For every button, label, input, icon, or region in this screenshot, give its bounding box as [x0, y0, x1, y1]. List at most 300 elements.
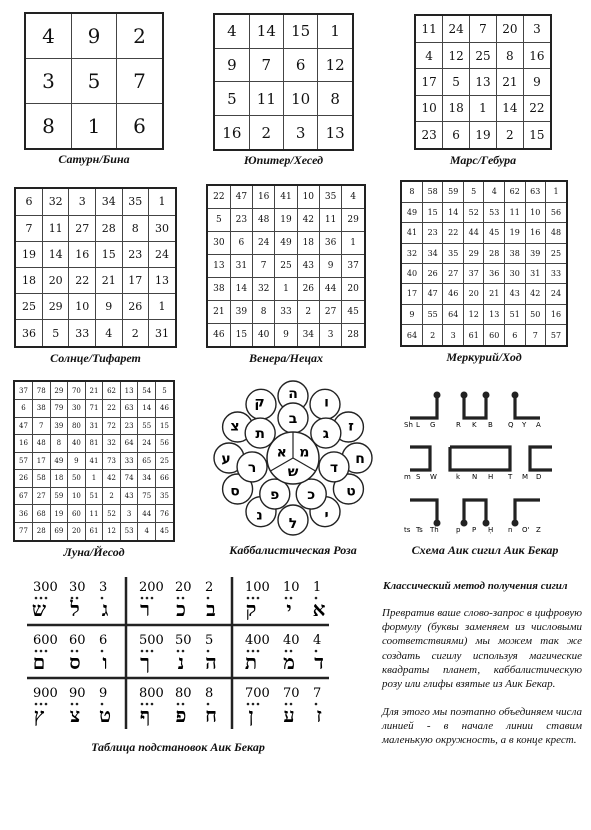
aiq-letter: ך	[140, 650, 150, 674]
square-cell: 50	[68, 470, 86, 488]
square-cell: 3	[283, 116, 317, 150]
square-cell: 5	[463, 181, 484, 202]
square-cell: 74	[120, 470, 138, 488]
sigil-label: W	[430, 473, 437, 481]
sigil-stroke	[410, 447, 430, 470]
square-cell: 18	[15, 267, 42, 293]
square-cell: 32	[401, 243, 422, 263]
square-cell: 70	[68, 381, 86, 400]
square-cell: 80	[68, 417, 86, 435]
aiq-number: 7	[313, 686, 322, 701]
aiq-beker-table	[27, 577, 329, 729]
square-cell: 16	[69, 241, 96, 267]
square-cell: 26	[122, 294, 149, 320]
square-cell: 31	[525, 263, 546, 283]
rose-outer-letter: ק	[254, 394, 265, 411]
sigil-label: Sh	[404, 421, 413, 429]
caption-rose: Каббалистическая Роза	[229, 543, 357, 557]
aiq-number: 4	[313, 633, 322, 648]
square-cell: 36	[319, 232, 341, 255]
square-row	[207, 255, 365, 278]
square-row	[401, 223, 567, 243]
square-cell: 25	[470, 42, 497, 68]
square-cell: 14	[249, 14, 283, 48]
square-cell: 3	[443, 325, 464, 346]
square-cell: 9	[319, 255, 341, 278]
square-cell: 25	[275, 255, 297, 278]
sigil-dot	[461, 392, 468, 399]
square-cell: 20	[463, 284, 484, 304]
square-cell: 34	[138, 470, 156, 488]
square-cell: 15	[523, 122, 551, 149]
rose-outer-letter: ע	[221, 451, 231, 467]
square-cell: 18	[297, 232, 319, 255]
square-cell: 78	[32, 381, 50, 400]
kabbalistic-rose	[208, 378, 378, 540]
square-cell: 22	[523, 95, 551, 121]
rose-middle-letter: פ	[270, 487, 280, 504]
square-cell: 11	[505, 202, 526, 222]
magic-square-moon	[13, 380, 175, 542]
sigil-label: ts	[404, 526, 411, 534]
square-cell: 53	[120, 522, 138, 541]
square-cell: 8	[401, 181, 422, 202]
square-cell: 30	[505, 263, 526, 283]
square-cell: 24	[149, 241, 176, 267]
magic-square-jupiter	[213, 13, 354, 151]
square-cell: 3	[319, 323, 341, 347]
aiq-letter: פ	[175, 703, 187, 727]
sigil-stroke	[410, 395, 437, 418]
square-cell: 37	[463, 263, 484, 283]
aiq-number: 400	[245, 633, 270, 648]
square-cell: 39	[50, 417, 68, 435]
square-cell: 14	[496, 95, 523, 121]
square-cell: 48	[253, 209, 275, 232]
square-cell: 35	[443, 243, 464, 263]
square-row	[207, 209, 365, 232]
aiq-letter: ת	[244, 650, 258, 674]
square-cell: 16	[525, 223, 546, 243]
square-cell: 72	[103, 417, 121, 435]
aiq-number: 40	[283, 633, 300, 648]
aiq-number: 2	[205, 580, 214, 595]
caption-sigil: Схема Аик сигил Аик Бекар	[411, 543, 559, 557]
square-cell: 57	[14, 452, 32, 470]
aiq-letter: ו	[102, 650, 108, 674]
square-cell: 1	[546, 181, 567, 202]
square-cell: 8	[318, 82, 353, 116]
square-cell: 5	[214, 82, 249, 116]
aiq-beker-sigil-scheme	[400, 385, 565, 540]
aiq-letter: י	[286, 597, 292, 621]
square-row	[14, 522, 174, 541]
square-cell: 9	[68, 452, 86, 470]
square-cell: 66	[156, 470, 175, 488]
square-cell: 23	[230, 209, 252, 232]
magic-square-saturn	[24, 12, 164, 150]
square-cell: 7	[470, 15, 497, 42]
aiq-number: 50	[175, 633, 192, 648]
square-cell: 51	[505, 304, 526, 324]
caption-venus: Венера/Нецах	[249, 351, 323, 365]
square-cell: 2	[116, 13, 163, 59]
square-cell: 6	[443, 122, 470, 149]
aiq-letter: ט	[98, 703, 112, 727]
square-cell: 75	[138, 487, 156, 505]
square-cell: 2	[249, 116, 283, 150]
square-cell: 31	[85, 417, 103, 435]
square-row	[401, 202, 567, 222]
square-row	[415, 95, 551, 121]
square-cell: 51	[85, 487, 103, 505]
square-cell: 22	[207, 185, 230, 209]
square-cell: 4	[484, 181, 505, 202]
square-cell: 46	[443, 284, 464, 304]
square-cell: 16	[14, 435, 32, 453]
rose-outer-letter: צ	[230, 418, 240, 435]
square-cell: 4	[95, 320, 122, 347]
square-cell: 12	[103, 522, 121, 541]
square-cell: 3	[523, 15, 551, 42]
aiq-letter: ה	[205, 650, 217, 674]
aiq-number: 90	[69, 686, 86, 701]
square-cell: 20	[42, 267, 69, 293]
square-cell: 2	[297, 300, 319, 323]
sigil-label: Z	[536, 526, 541, 534]
square-cell: 3	[69, 188, 96, 215]
aiq-number: 600	[33, 633, 58, 648]
square-cell: 12	[318, 48, 353, 82]
square-cell: 37	[14, 381, 32, 400]
square-cell: 40	[68, 435, 86, 453]
sigil-label: p	[456, 526, 461, 534]
square-cell: 62	[505, 181, 526, 202]
aiq-dot	[151, 597, 154, 600]
aiq-letter: ב	[206, 597, 216, 621]
sigil-stroke	[464, 500, 486, 523]
square-cell: 10	[297, 185, 319, 209]
aiq-letter: ע	[283, 703, 295, 727]
square-cell: 30	[149, 215, 176, 241]
aiq-letter: ק	[245, 597, 257, 621]
square-cell: 5	[443, 69, 470, 95]
square-cell: 10	[283, 82, 317, 116]
sigil-label: L	[416, 421, 420, 429]
square-cell: 27	[319, 300, 341, 323]
aiq-number: 500	[139, 633, 164, 648]
aiq-dot	[151, 703, 154, 706]
square-cell: 8	[50, 435, 68, 453]
caption-saturn: Сатурн/Бина	[58, 152, 130, 166]
square-cell: 17	[32, 452, 50, 470]
aiq-letter: א	[312, 597, 326, 621]
sigil-stroke	[410, 500, 437, 523]
square-cell: 24	[138, 435, 156, 453]
aiq-number: 30	[69, 580, 86, 595]
sigil-dot	[483, 392, 490, 399]
aiq-number: 700	[245, 686, 270, 701]
square-row	[14, 417, 174, 435]
square-cell: 24	[546, 284, 567, 304]
square-cell: 25	[546, 243, 567, 263]
square-cell: 1	[85, 470, 103, 488]
square-cell: 57	[546, 325, 567, 346]
square-row	[207, 232, 365, 255]
caption-mars: Марс/Гебура	[449, 153, 517, 167]
sigil-label: S	[416, 473, 421, 481]
square-cell: 16	[546, 304, 567, 324]
aiq-number: 10	[283, 580, 300, 595]
square-cell: 25	[15, 294, 42, 320]
square-cell: 22	[443, 223, 464, 243]
square-cell: 52	[103, 505, 121, 523]
aiq-dot	[257, 597, 260, 600]
square-cell: 60	[484, 325, 505, 346]
square-cell: 9	[401, 304, 422, 324]
rose-outer-letter: נ	[256, 507, 263, 524]
square-cell: 5	[72, 59, 117, 104]
square-cell: 1	[470, 95, 497, 121]
square-cell: 76	[156, 505, 175, 523]
square-cell: 64	[401, 325, 422, 346]
square-cell: 1	[72, 103, 117, 149]
square-row	[25, 13, 163, 59]
square-cell: 8	[496, 42, 523, 68]
square-cell: 31	[230, 255, 252, 278]
square-row	[14, 470, 174, 488]
sigil-label: m	[404, 473, 411, 481]
square-cell: 56	[156, 435, 175, 453]
caption-aiq-table: Таблица подстановок Аик Бекар	[91, 740, 265, 754]
square-cell: 5	[156, 381, 175, 400]
square-row	[214, 116, 353, 150]
square-cell: 29	[50, 381, 68, 400]
square-cell: 11	[85, 505, 103, 523]
square-cell: 7	[15, 215, 42, 241]
square-cell: 38	[32, 400, 50, 418]
square-row	[15, 188, 176, 215]
square-cell: 39	[525, 243, 546, 263]
square-cell: 21	[85, 381, 103, 400]
rose-middle-letter: ד	[329, 459, 339, 476]
square-cell: 23	[122, 241, 149, 267]
square-cell: 69	[50, 522, 68, 541]
square-cell: 52	[463, 202, 484, 222]
sigil-label: D	[536, 473, 542, 481]
sigil-label: k	[456, 473, 461, 481]
square-cell: 49	[275, 232, 297, 255]
square-cell: 30	[207, 232, 230, 255]
square-cell: 17	[122, 267, 149, 293]
square-cell: 45	[342, 300, 365, 323]
sigil-label: Y	[522, 421, 527, 429]
square-cell: 27	[69, 215, 96, 241]
square-cell: 14	[42, 241, 69, 267]
rose-middle-letter: ב	[288, 411, 298, 427]
square-cell: 55	[422, 304, 443, 324]
sigil-label: R	[456, 421, 461, 429]
square-cell: 10	[68, 487, 86, 505]
square-cell: 4	[25, 13, 72, 59]
square-cell: 44	[463, 223, 484, 243]
square-cell: 43	[297, 255, 319, 278]
aiq-number: 8	[205, 686, 214, 701]
square-cell: 21	[496, 69, 523, 95]
square-cell: 13	[207, 255, 230, 278]
rose-middle-letter: ר	[247, 459, 257, 476]
square-cell: 28	[95, 215, 122, 241]
square-cell: 63	[525, 181, 546, 202]
aiq-number: 900	[33, 686, 58, 701]
square-row	[14, 381, 174, 400]
square-cell: 33	[69, 320, 96, 347]
rose-middle-letter: כ	[307, 487, 316, 504]
square-cell: 44	[138, 505, 156, 523]
square-row	[14, 400, 174, 418]
caption-sun: Солнце/Тифарет	[50, 351, 141, 365]
aiq-letter: ץ	[33, 703, 45, 727]
square-cell: 9	[95, 294, 122, 320]
aiq-letter: ס	[69, 650, 81, 674]
aiq-letter: ן	[248, 703, 254, 727]
square-row	[401, 181, 567, 202]
square-cell: 15	[422, 202, 443, 222]
square-cell: 43	[505, 284, 526, 304]
aiq-dot	[257, 703, 260, 706]
square-cell: 15	[230, 323, 252, 347]
sigil-label: Th	[430, 526, 439, 534]
sigil-stroke	[450, 447, 510, 470]
magic-square-sun	[14, 187, 177, 348]
aiq-letter: ר	[140, 597, 150, 621]
square-row	[14, 505, 174, 523]
square-cell: 23	[415, 122, 443, 149]
square-cell: 40	[253, 323, 275, 347]
sigil-label: Ḥ	[488, 526, 494, 534]
square-cell: 37	[342, 255, 365, 278]
square-cell: 5	[42, 320, 69, 347]
square-cell: 7	[253, 255, 275, 278]
sigil-stroke	[515, 395, 540, 418]
square-cell: 2	[496, 122, 523, 149]
square-cell: 9	[275, 323, 297, 347]
aiq-number: 200	[139, 580, 164, 595]
square-cell: 45	[156, 522, 175, 541]
square-cell: 22	[103, 400, 121, 418]
square-row	[401, 263, 567, 283]
square-cell: 22	[69, 267, 96, 293]
square-cell: 55	[138, 417, 156, 435]
square-cell: 59	[443, 181, 464, 202]
aiq-number: 5	[205, 633, 214, 648]
sigil-label: n	[508, 526, 513, 534]
magic-square-mars	[414, 14, 552, 150]
square-row	[15, 294, 176, 320]
sigil-label: H	[488, 473, 494, 481]
square-cell: 42	[525, 284, 546, 304]
square-cell: 63	[120, 400, 138, 418]
square-cell: 38	[505, 243, 526, 263]
square-cell: 1	[275, 277, 297, 300]
square-cell: 28	[32, 522, 50, 541]
square-cell: 71	[85, 400, 103, 418]
sigil-label: Q	[508, 421, 514, 429]
aiq-number: 300	[33, 580, 58, 595]
square-cell: 58	[32, 470, 50, 488]
caption-jupiter: Юпитер/Хесед	[243, 153, 324, 167]
square-cell: 9	[523, 69, 551, 95]
square-cell: 47	[422, 284, 443, 304]
square-cell: 9	[72, 13, 117, 59]
square-cell: 65	[138, 452, 156, 470]
square-cell: 1	[318, 14, 353, 48]
square-row	[415, 42, 551, 68]
square-row	[415, 15, 551, 42]
aiq-letter: ף	[139, 703, 151, 727]
square-row	[415, 69, 551, 95]
square-cell: 7	[32, 417, 50, 435]
square-cell: 56	[546, 202, 567, 222]
square-cell: 62	[103, 381, 121, 400]
square-cell: 7	[525, 325, 546, 346]
aiq-dot	[151, 650, 154, 653]
square-cell: 81	[85, 435, 103, 453]
aiq-letter: נ	[177, 650, 185, 674]
square-cell: 31	[149, 320, 176, 347]
square-cell: 14	[443, 202, 464, 222]
square-cell: 47	[14, 417, 32, 435]
square-cell: 45	[484, 223, 505, 243]
square-cell: 15	[156, 417, 175, 435]
square-cell: 44	[319, 277, 341, 300]
square-cell: 42	[297, 209, 319, 232]
method-paragraph-2: Для этого мы поэтапно объединяем числа линией - в начале линии ставим маленькую окружность, а в конце крест.	[382, 706, 582, 747]
square-cell: 11	[249, 82, 283, 116]
rose-outer-letter: ח	[355, 451, 365, 467]
square-row	[14, 452, 174, 470]
square-cell: 29	[42, 294, 69, 320]
aiq-number: 6	[99, 633, 108, 648]
square-row	[14, 435, 174, 453]
square-cell: 26	[297, 277, 319, 300]
square-cell: 32	[253, 277, 275, 300]
sigil-dot	[461, 520, 468, 527]
square-cell: 27	[443, 263, 464, 283]
sigil-label: T	[508, 473, 513, 481]
square-cell: 17	[401, 284, 422, 304]
rose-outer-letter: ס	[230, 483, 240, 500]
square-cell: 41	[275, 185, 297, 209]
aiq-letter: ם	[32, 650, 46, 674]
square-cell: 53	[484, 202, 505, 222]
square-cell: 19	[470, 122, 497, 149]
square-cell: 21	[207, 300, 230, 323]
square-cell: 6	[283, 48, 317, 82]
square-row	[14, 487, 174, 505]
square-cell: 1	[342, 232, 365, 255]
square-cell: 48	[546, 223, 567, 243]
aiq-dot	[45, 703, 48, 706]
square-cell: 34	[422, 243, 443, 263]
square-row	[214, 14, 353, 48]
square-row	[401, 284, 567, 304]
square-cell: 13	[120, 381, 138, 400]
rose-outer-letter: ה	[288, 386, 298, 402]
square-cell: 41	[401, 223, 422, 243]
square-cell: 8	[25, 103, 72, 149]
square-cell: 29	[342, 209, 365, 232]
